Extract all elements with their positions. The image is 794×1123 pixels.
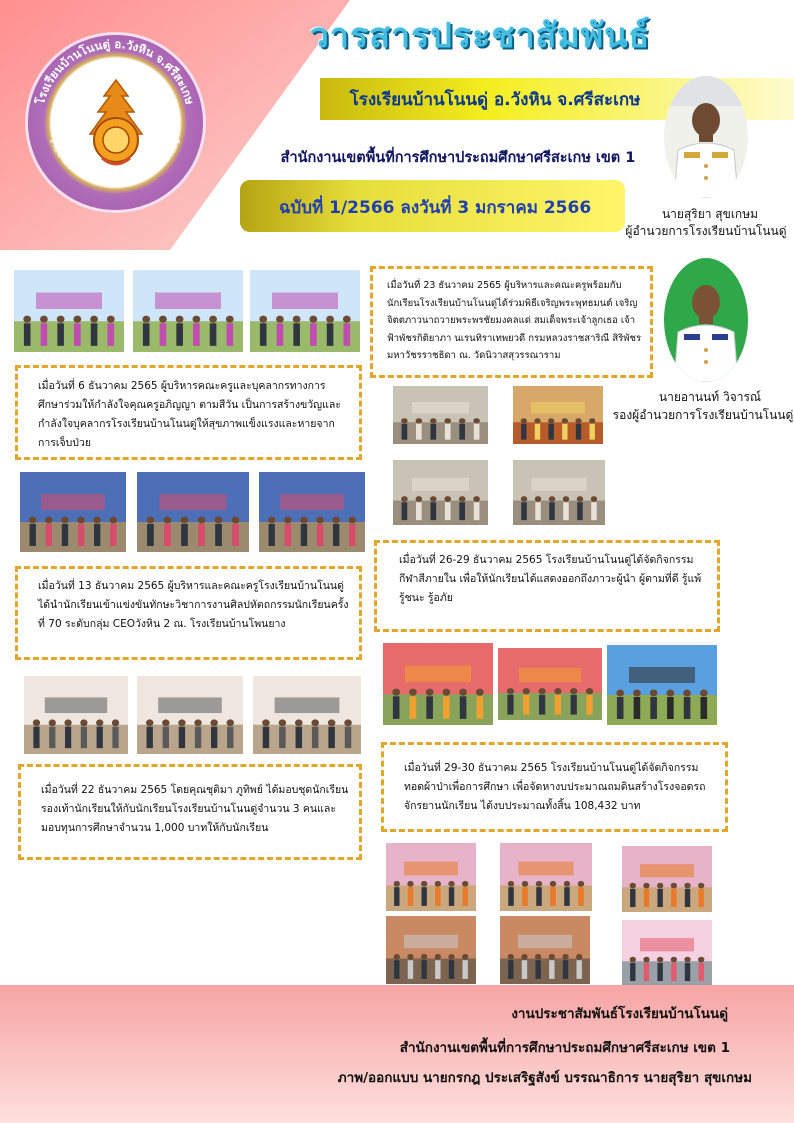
photo-scene [250, 270, 360, 352]
news-photo [500, 916, 590, 984]
news-photo [607, 645, 717, 725]
photo-scene [386, 843, 476, 911]
svg-text:โรงเรียนบ้านโนนดู่ อ.วังหิน จ.: โรงเรียนบ้านโนนดู่ อ.วังหิน จ.ศรีสะเกษ [33, 36, 197, 107]
deputy-portrait [664, 258, 748, 382]
news-photo [250, 270, 360, 352]
news-photo [137, 676, 243, 754]
news-photo [133, 270, 243, 352]
photo-scene [500, 843, 592, 911]
news-photo [24, 676, 128, 754]
photo-scene [383, 643, 493, 725]
photo-scene [622, 846, 712, 912]
news-photo [622, 920, 712, 986]
photo-scene [607, 645, 717, 725]
director-portrait [664, 76, 748, 198]
office-name: สำนักงานเขตพื้นที่การศึกษาประถมศึกษาศรีสะเกษ เขต 1 [280, 150, 636, 166]
photo-scene [137, 472, 249, 552]
photo-scene [253, 676, 361, 754]
news-photo [513, 386, 603, 444]
news-text: เมื่อวันที่ 22 ธันวาคม 2565 โดยคุณชุติมา ภูทิพย์ ได้มอบชุดนักเรียนรองเท้านักเรียนให้กับนักเรียนโรงเรียนบ้านโนนดู่จำนวน 3 คนและมอบทุนการศึกษาจำนวน 1,000 บาทให้กับนักเรียน [41, 784, 349, 834]
photo-scene [498, 648, 602, 720]
news-photo [622, 846, 712, 912]
news-box-visit [15, 365, 362, 460]
news-photo [386, 916, 476, 984]
photo-scene [133, 270, 243, 352]
footer-office: สำนักงานเขตพื้นที่การศึกษาประถมศึกษาศรีสะเกษ เขต 1 [399, 1040, 730, 1056]
news-box-sports-day [374, 540, 720, 632]
portrait-photo [664, 76, 748, 198]
news-box-ceremony [370, 266, 653, 378]
news-photo [393, 386, 488, 444]
photo-scene [393, 460, 488, 525]
news-box-donation [18, 764, 362, 860]
director-role: ผู้อำนวยการโรงเรียนบ้านโนนดู่ [625, 224, 787, 238]
deputy-role: รองผู้อำนวยการโรงเรียนบ้านโนนดู่ [612, 408, 794, 422]
news-photo [393, 460, 488, 525]
news-photo [500, 843, 592, 911]
news-text: เมื่อวันที่ 13 ธันวาคม 2565 ผู้บริหารและคณะครูโรงเรียนบ้านโนนดู่ได้นำนักเรียนเข้าแข่งขันทักษะวิชาการงานศิลปหัตถกรรมนักเรียนครั้งที่ 70 ระดับกลุ่ม CEOวังหิน 2 ณ. โรงเรียนบ้านโพนยาง [38, 580, 349, 630]
news-text: เมื่อวันที่ 6 ธันวาคม 2565 ผู้บริหารคณะครูและบุคลากรทางการศึกษาร่วมให้กำลังใจคุณครูอภิญญา ตามสีวัน เป็นการสร้างขวัญและกำลังใจบุคลากรโรงเรียนบ้านโนนดู่ให้สุขภาพแข็งแรงและหายจากการเจ็บป่วย [38, 380, 341, 449]
news-box-fundraiser [381, 742, 728, 832]
news-photo [513, 460, 605, 525]
photo-scene [24, 676, 128, 754]
emblem-icon [72, 78, 160, 168]
director-name: นายสุริยา สุขเกษม [661, 207, 759, 221]
newsletter-title: วารสารประชาสัมพันธ์ [309, 16, 651, 56]
photo-scene [20, 472, 126, 552]
photo-scene [137, 676, 243, 754]
news-photo [259, 472, 365, 552]
photo-scene [259, 472, 365, 552]
footer-credits: ภาพ/ออกแบบ นายกรกฎ ประเสริฐสังข์ บรรณาธิการ นายสุริยา สุขเกษม [337, 1070, 752, 1086]
news-text: เมื่อวันที่ 26-29 ธันวาคม 2565 โรงเรียนบ้านโนนดู่ได้จัดกิจกรรมกีฬาสีภายใน เพื่อให้นักเรียนได้แสดงออกถึงภาวะผู้นำ ผู้ตามที่ดี รู้แพ้ รู้ชนะ รู้อภัย [399, 554, 702, 604]
photo-scene [513, 460, 605, 525]
news-photo [253, 676, 361, 754]
photo-scene [386, 916, 476, 984]
news-photo [20, 472, 126, 552]
issue-number: ฉบับที่ 1/2566 ลงวันที่ 3 มกราคม 2566 [278, 198, 592, 218]
news-text: เมื่อวันที่ 29-30 ธันวาคม 2565 โรงเรียนบ้านโนนดู่ได้จัดกิจกรรมทอดผ้าป่าเพื่อการศึกษา เพื่อจัดหางบประมาณถมดินสร้างโรงจอดรถจักรยานนักเรียน ได้งบประมาณทั้งสิ้น 108,432 บาท [404, 762, 706, 812]
news-text: เมื่อวันที่ 23 ธันวาคม 2565 ผู้บริหารและคณะครูพร้อมกับนักเรียนโรงเรียนบ้านโนนดู่ได้ร่วมพิธีเจริญพระพุทธมนต์ เจริญจิตตภาวนาถวายพระพรชัยมงคลแด่ สมเด็จพระเจ้าลูกเธอ เจ้าฟ้าพัชรกิติยาภา นเรนทิราเทพยวดี กรมหลวงราชสาริณี สิริพัชร มหาวัชรราชธิดา ณ. วัดนิวาสสุวรรณาราม [387, 280, 642, 361]
photo-scene [14, 270, 124, 352]
footer-department: งานประชาสัมพันธ์โรงเรียนบ้านโนนดู่ [511, 1006, 728, 1022]
deputy-name: นายอานนท์ วิจารณ์ [658, 390, 762, 404]
news-photo [137, 472, 249, 552]
photo-scene [513, 386, 603, 444]
news-photo [386, 843, 476, 911]
school-name: โรงเรียนบ้านโนนดู่ อ.วังหิน จ.ศรีสะเกษ [349, 90, 641, 110]
photo-scene [622, 920, 712, 986]
news-photo [383, 643, 493, 725]
portrait-photo [664, 258, 748, 382]
photo-scene [393, 386, 488, 444]
news-box-competition [15, 566, 362, 660]
photo-scene [500, 916, 590, 984]
news-photo [14, 270, 124, 352]
svg-text:สำนักงานเขตพื้นที่การศึกษาประถ: สำนักงานเขตพื้นที่การศึกษาประถมศึกษาศรีสะเกษ เขต ๑ [47, 137, 183, 189]
news-photo [498, 648, 602, 720]
